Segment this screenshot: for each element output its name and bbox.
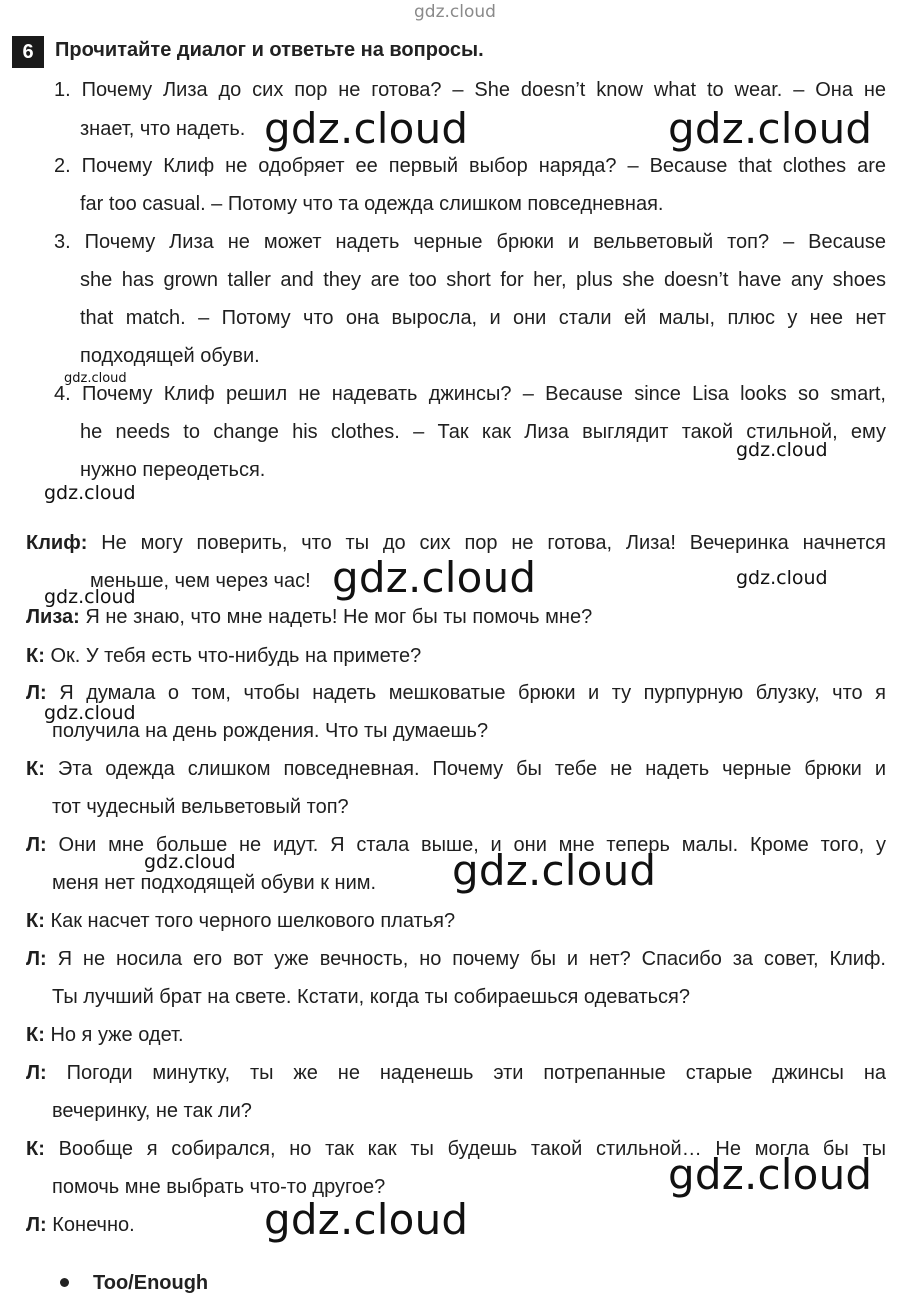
speaker-label: Клиф: [26, 532, 88, 554]
watermark: gdz.cloud [332, 553, 537, 602]
dialogue-line: Ты лучший брат на свете. Кстати, когда ты собираешься одеваться? [52, 986, 690, 1008]
watermark: gdz.cloud [64, 371, 127, 386]
watermark-top: gdz.cloud [414, 2, 496, 22]
speaker-label: К: [26, 1024, 45, 1046]
watermark: gdz.cloud [736, 439, 828, 461]
watermark: gdz.cloud [44, 586, 136, 608]
dialogue-line: меньше, чем через час! [90, 570, 311, 592]
dialogue-line [26, 947, 886, 971]
answer-2-line-1: 2. Почему Клиф не одобряет ее первый выбор наряда? – Because that clothes are [54, 155, 886, 177]
dialogue-line [26, 681, 886, 705]
watermark: gdz.cloud [264, 1195, 469, 1244]
speaker-label: Л: [26, 682, 47, 704]
dialogue-line [26, 644, 421, 668]
answer-4-line-1: 4. Почему Клиф решил не надевать джинсы? – Because since Lisa looks so smart, [54, 383, 886, 405]
answer-4-line-3: нужно переодеться. [80, 459, 266, 481]
task-number-badge: 6 [12, 36, 44, 68]
dialogue-line [26, 909, 455, 933]
dialogue-line [26, 531, 886, 555]
answer-1-line-2: знает, что надеть. [80, 118, 246, 140]
bullet-icon [60, 1278, 69, 1287]
dialogue-text: Я не знаю, что мне надеть! Не мог бы ты помочь мне? [85, 606, 593, 628]
dialogue-text: Ок. У тебя есть что-нибудь на примете? [50, 645, 422, 667]
dialogue-text: Не могу поверить, что ты до сих пор не готова, Лиза! Вечеринка начнется [101, 532, 886, 554]
watermark: gdz.cloud [668, 1150, 873, 1199]
answer-3-line-3: that match. – Потому что она выросла, и они стали ей малы, плюс у нее нет [80, 307, 886, 329]
dialogue-text: Они мне больше не идут. Я стала выше, и они мне теперь малы. Кроме того, у [58, 834, 886, 856]
speaker-label: Л: [26, 1214, 47, 1236]
dialogue-line [26, 757, 886, 781]
speaker-label: К: [26, 645, 45, 667]
dialogue-line: вечеринку, не так ли? [52, 1100, 252, 1122]
watermark: gdz.cloud [264, 104, 469, 153]
answer-4-line-2: he needs to change his clothes. – Так как Лиза выглядит такой стильной, ему [80, 421, 886, 443]
watermark: gdz.cloud [668, 104, 873, 153]
dialogue-text: Погоди минутку, ты же не наденешь эти потрепанные старые джинсы на [66, 1062, 886, 1084]
section-heading: Too/Enough [93, 1272, 209, 1294]
speaker-label: Л: [26, 1062, 47, 1084]
speaker-label: К: [26, 910, 45, 932]
dialogue-line: получила на день рождения. Что ты думаешь? [52, 720, 489, 742]
dialogue-text: Конечно. [52, 1214, 135, 1236]
dialogue-text: Но я уже одет. [50, 1024, 184, 1046]
dialogue-text: Вообще я собирался, но так как ты будешь такой стильной… Не могла бы ты [58, 1138, 887, 1160]
dialogue-line [26, 1023, 184, 1047]
answer-2-line-2: far too casual. – Потому что та одежда слишком повседневная. [80, 193, 664, 215]
watermark: gdz.cloud [736, 567, 828, 589]
dialogue-line [26, 605, 592, 629]
dialogue-line [26, 1213, 135, 1237]
watermark: gdz.cloud [144, 851, 236, 873]
dialogue-text: Эта одежда слишком повседневная. Почему бы тебе не надеть черные брюки и [57, 758, 886, 780]
watermark: gdz.cloud [44, 482, 136, 504]
dialogue-text: Я не носила его вот уже вечность, но почему бы и нет? Спасибо за совет, Клиф. [57, 948, 886, 970]
dialogue-line: помочь мне выбрать что-то другое? [52, 1176, 386, 1198]
dialogue-line: меня нет подходящей обуви к ним. [52, 872, 377, 894]
speaker-label: Л: [26, 948, 47, 970]
answer-1-line-1: 1. Почему Лиза до сих пор не готова? – She doesn’t know what to wear. – Она не [54, 79, 886, 101]
dialogue-line [26, 1061, 886, 1085]
answer-3-line-2: she has grown taller and they are too short for her, plus she doesn’t have any shoes [80, 269, 886, 291]
task-title: Прочитайте диалог и ответьте на вопросы. [55, 39, 484, 61]
dialogue-line: тот чудесный вельветовый топ? [52, 796, 349, 818]
watermark: gdz.cloud [452, 846, 657, 895]
dialogue-text: Как насчет того черного шелкового платья? [50, 910, 456, 932]
dialogue-text: Я думала о том, чтобы надеть мешковатые брюки и ту пурпурную блузку, что я [59, 682, 887, 704]
speaker-label: К: [26, 1138, 45, 1160]
speaker-label: К: [26, 758, 45, 780]
speaker-label: Л: [26, 834, 47, 856]
watermark: gdz.cloud [44, 702, 136, 724]
answer-3-line-1: 3. Почему Лиза не может надеть черные брюки и вельветовый топ? – Because [54, 231, 886, 253]
answer-3-line-4: подходящей обуви. [80, 345, 260, 367]
speaker-label: Лиза: [26, 606, 80, 628]
